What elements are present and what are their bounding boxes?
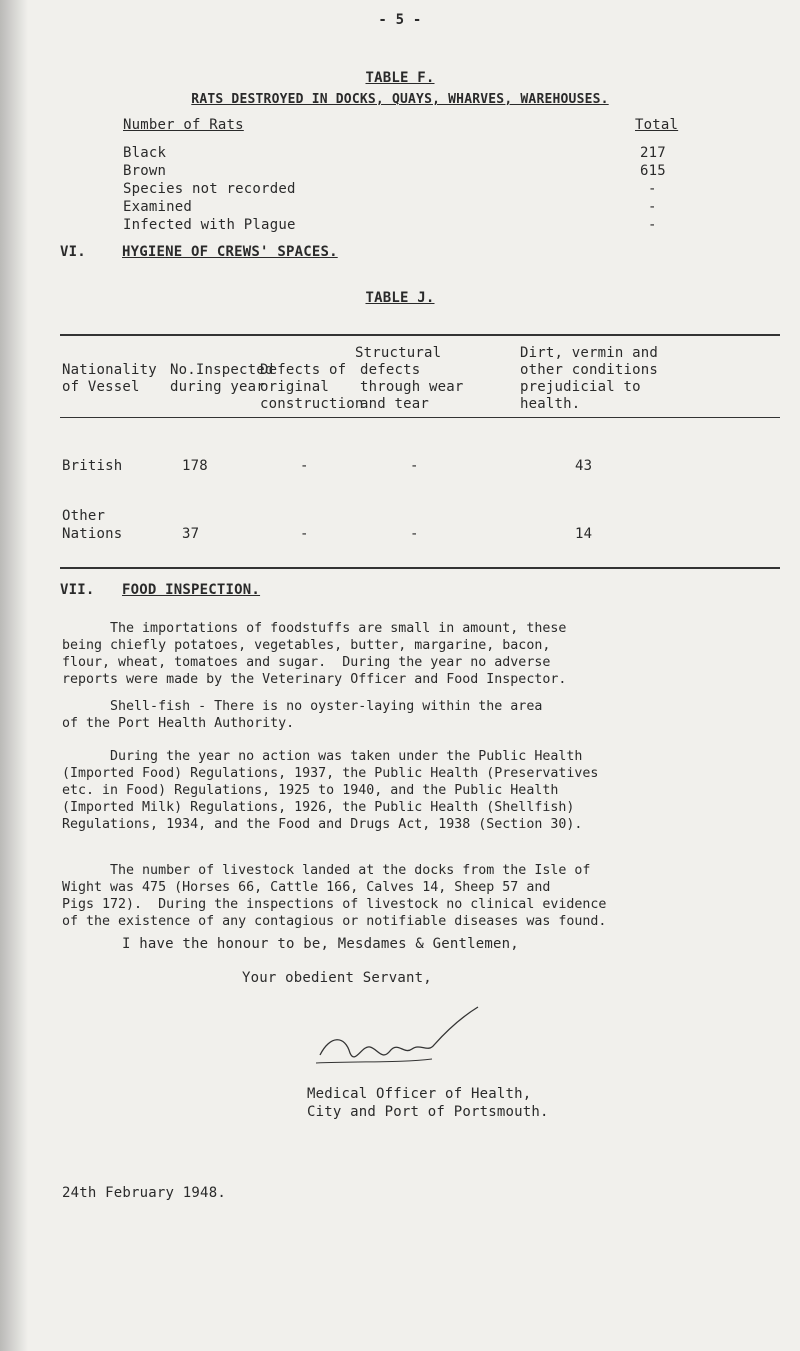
section-vii-title: FOOD INSPECTION. [122, 582, 261, 598]
table-f-heading: RATS DESTROYED IN DOCKS, QUAYS, WHARVES, WAREHOUSES. [191, 92, 609, 107]
signature-scribble [300, 1005, 480, 1075]
paragraph-livestock: The number of livestock landed at the docks from the Isle of Wight was 475 (Horses 66, Cattle 166, Calves 14, Sheep 57 and Pigs 172). During the inspections of livestock no clinical evidence of the existence of any contagious or notifiable diseases was found. [62, 863, 607, 929]
page-number: - 5 - [378, 12, 422, 28]
table-f-row-value: - [648, 217, 657, 233]
paragraph-regulations: During the year no action was taken under the Public Health (Imported Food) Regulations, 1937, the Public Health (Preservatives etc. in Food) Regulations, 1925 to 1940, and the Public Health (Imported Milk) Regulations, 1926, the Public Health (Shellfish) Regulations, 1934, and the Food and Drugs Act, 1938 (Section 30). [62, 749, 599, 832]
signature [300, 1005, 480, 1075]
table-j-header-rule [60, 417, 780, 418]
table-f-row-label: Brown [123, 163, 167, 179]
table-j-header-defects: Defects of [260, 362, 347, 378]
table-j-cell-defects: - [300, 526, 309, 542]
section-vi-title: HYGIENE OF CREWS' SPACES. [122, 244, 338, 260]
table-j-cell-dirt: 43 [575, 458, 593, 474]
table-j-bottom-rule [60, 567, 780, 569]
paragraph-shellfish: Shell-fish - There is no oyster-laying within the area of the Port Health Authority. [62, 699, 543, 731]
table-f-row-label: Black [123, 145, 167, 161]
table-j-header-inspected: No.Inspected [170, 362, 274, 378]
paragraph-foodstuffs: The importations of foodstuffs are small in amount, these being chiefly potatoes, vegetables, butter, margarine, bacon, flour, wheat, tomatoes and sugar. During the year no adverse reports were made by the Veterinary Officer and Food Inspector. [62, 621, 567, 687]
table-j-cell-nationality: Other [62, 508, 106, 524]
table-f-label: TABLE F. [365, 70, 435, 86]
table-f-row-value: - [648, 199, 657, 215]
table-f-row-label: Examined [123, 199, 193, 215]
section-vii-number: VII. [60, 582, 95, 598]
table-f-row-value: 615 [640, 163, 666, 179]
table-j-label: TABLE J. [365, 290, 435, 306]
table-f-row-value: - [648, 181, 657, 197]
table-j-header-structural: defects [360, 362, 421, 378]
table-j-header-defects: construction [260, 396, 364, 412]
table-f-row-value: 217 [640, 145, 666, 161]
table-j-top-rule [60, 334, 780, 336]
table-j-header-structural: Structural [355, 345, 442, 361]
table-j-header-nationality: Nationality [62, 362, 157, 378]
table-f-col-left: Number of Rats [123, 117, 244, 133]
table-j-cell-dirt: 14 [575, 526, 593, 542]
closing-servant: Your obedient Servant, [242, 970, 432, 986]
closing-title-2: City and Port of Portsmouth. [307, 1104, 549, 1120]
table-j-cell-structural: - [410, 458, 419, 474]
closing-honour: I have the honour to be, Mesdames & Gentlemen, [122, 936, 519, 952]
table-j-header-dirt: Dirt, vermin and [520, 345, 659, 361]
table-j-cell-defects: - [300, 458, 309, 474]
scan-edge-shadow [0, 0, 28, 1351]
document-date: 24th February 1948. [62, 1185, 226, 1201]
table-j-header-defects: original [260, 379, 330, 395]
table-j-header-dirt: health. [520, 396, 581, 412]
table-j-header-inspected: during year [170, 379, 265, 395]
closing-title-1: Medical Officer of Health, [307, 1086, 532, 1102]
table-j-cell-inspected: 37 [182, 526, 200, 542]
table-j-cell-nationality: Nations [62, 526, 123, 542]
section-vi-number: VI. [60, 244, 86, 260]
table-j-cell-structural: - [410, 526, 419, 542]
table-j-header-nationality: of Vessel [62, 379, 140, 395]
table-f-col-right: Total [635, 117, 679, 133]
table-j-header-structural: through wear [360, 379, 464, 395]
table-j-header-dirt: prejudicial to [520, 379, 641, 395]
table-f-row-label: Infected with Plague [123, 217, 296, 233]
table-f-row-label: Species not recorded [123, 181, 296, 197]
table-j-cell-inspected: 178 [182, 458, 208, 474]
table-j-header-dirt: other conditions [520, 362, 659, 378]
table-j-header-structural: and tear [360, 396, 430, 412]
table-j-cell-nationality: British [62, 458, 123, 474]
